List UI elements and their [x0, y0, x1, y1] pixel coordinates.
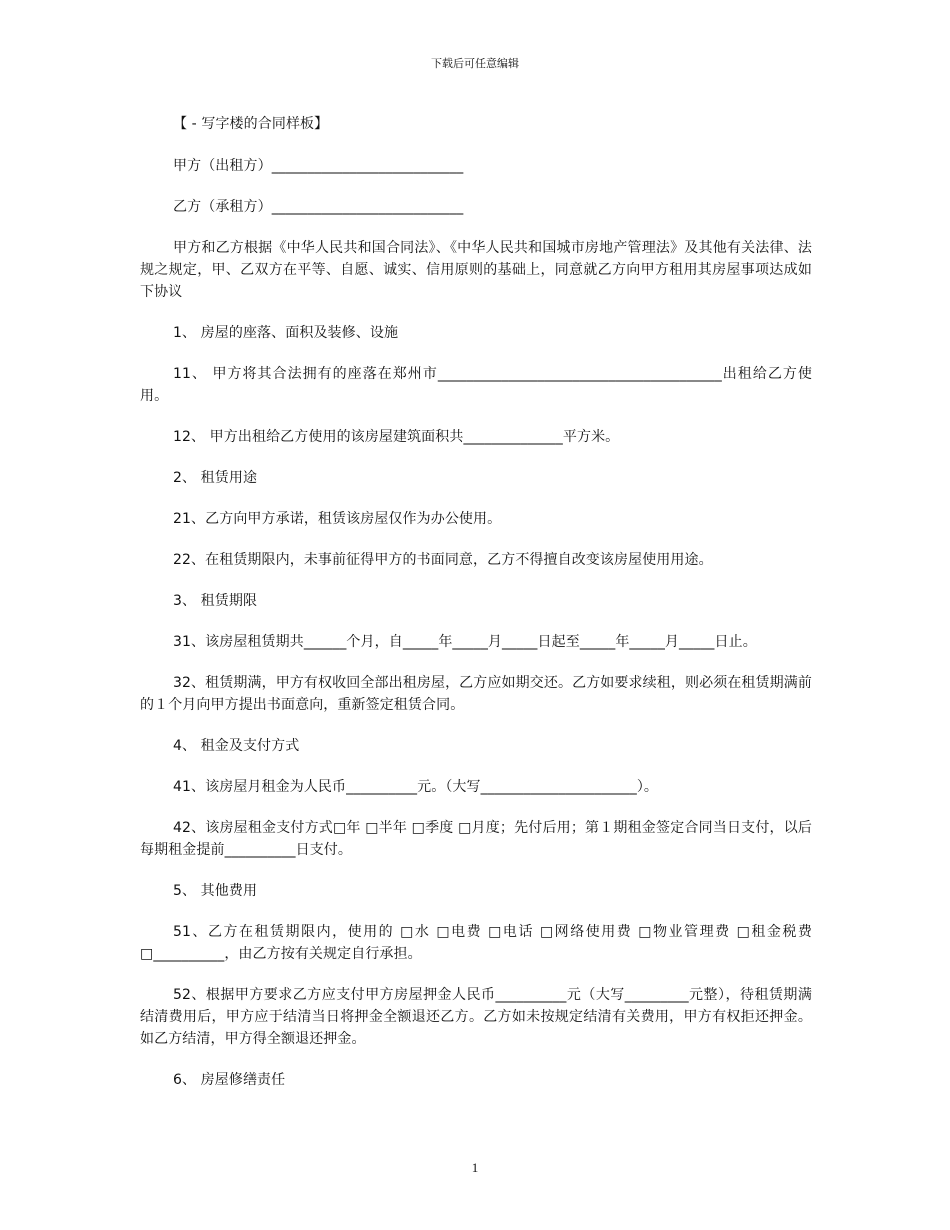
- section-heading: 2、 租赁用途: [173, 470, 258, 486]
- page-header: 下载后可任意编辑: [431, 57, 519, 70]
- section-heading: 4、 租金及支付方式: [173, 738, 300, 754]
- paragraph: 42、该房屋租金支付方式□年 □半年 □季度 □月度；先付后用；第１期租金签定合同当日支付，以后每期租金提前__________日支付。: [140, 820, 812, 858]
- paragraph: 31、该房屋租赁期共______个月，自_____年_____月_____日起至_____年_____月_____日止。: [173, 634, 757, 650]
- paragraph: 11、 甲方将其合法拥有的座落在郑州市________________________________________出租给乙方使用。: [140, 366, 812, 404]
- paragraph: 乙方（承租方）___________________________: [173, 199, 464, 215]
- paragraph: 41、该房屋月租金为人民币__________元。（大写______________________）。: [173, 779, 659, 795]
- section-heading: 6、 房屋修缮责任: [173, 1072, 286, 1088]
- paragraph: 52、根据甲方要求乙方应支付甲方房屋押金人民币__________元（大写_________元整），待租赁期满结清费用后，甲方应于结清当日将押金全额退还乙方。乙方如未按规定结清有关费用，甲方有权拒还押金。如乙方结清，甲方得全额退还押金。: [140, 987, 812, 1047]
- paragraph: 12、 甲方出租给乙方使用的该房屋建筑面积共______________平方米。: [173, 429, 620, 445]
- document-body: [140, 113, 812, 1110]
- section-heading: 3、 租赁期限: [173, 593, 258, 609]
- paragraph: 51、乙方在租赁期限内，使用的 □水 □电费 □电话 □网络使用费 □物业管理费 □租金税费 □__________，由乙方按有关规定自行承担。: [140, 924, 812, 962]
- paragraph: 甲方（出租方）___________________________: [173, 158, 464, 174]
- paragraph: 甲方和乙方根据《中华人民共和国合同法》、《中华人民共和国城市房地产管理法》及其他有关法律、法规之规定，甲、乙双方在平等、自愿、诚实、信用原则的基础上，同意就乙方向甲方租用其房屋事项达成如下协议: [140, 240, 812, 300]
- paragraph: 22、在租赁期限内，未事前征得甲方的书面同意，乙方不得擅自改变该房屋使用用途。: [173, 552, 713, 568]
- section-heading: 5、 其他费用: [173, 883, 258, 899]
- document-title: 【 - 写字楼的合同样板】: [173, 116, 329, 132]
- page-number: 1: [471, 1160, 479, 1175]
- paragraph: 21、乙方向甲方承诺，租赁该房屋仅作为办公使用。: [173, 511, 502, 527]
- section-heading: 1、 房屋的座落、面积及装修、设施: [173, 325, 399, 341]
- paragraph: 32、租赁期满，甲方有权收回全部出租房屋，乙方应如期交还。乙方如要求续租，则必须在租赁期满前的１个月向甲方提出书面意向，重新签定租赁合同。: [140, 675, 812, 713]
